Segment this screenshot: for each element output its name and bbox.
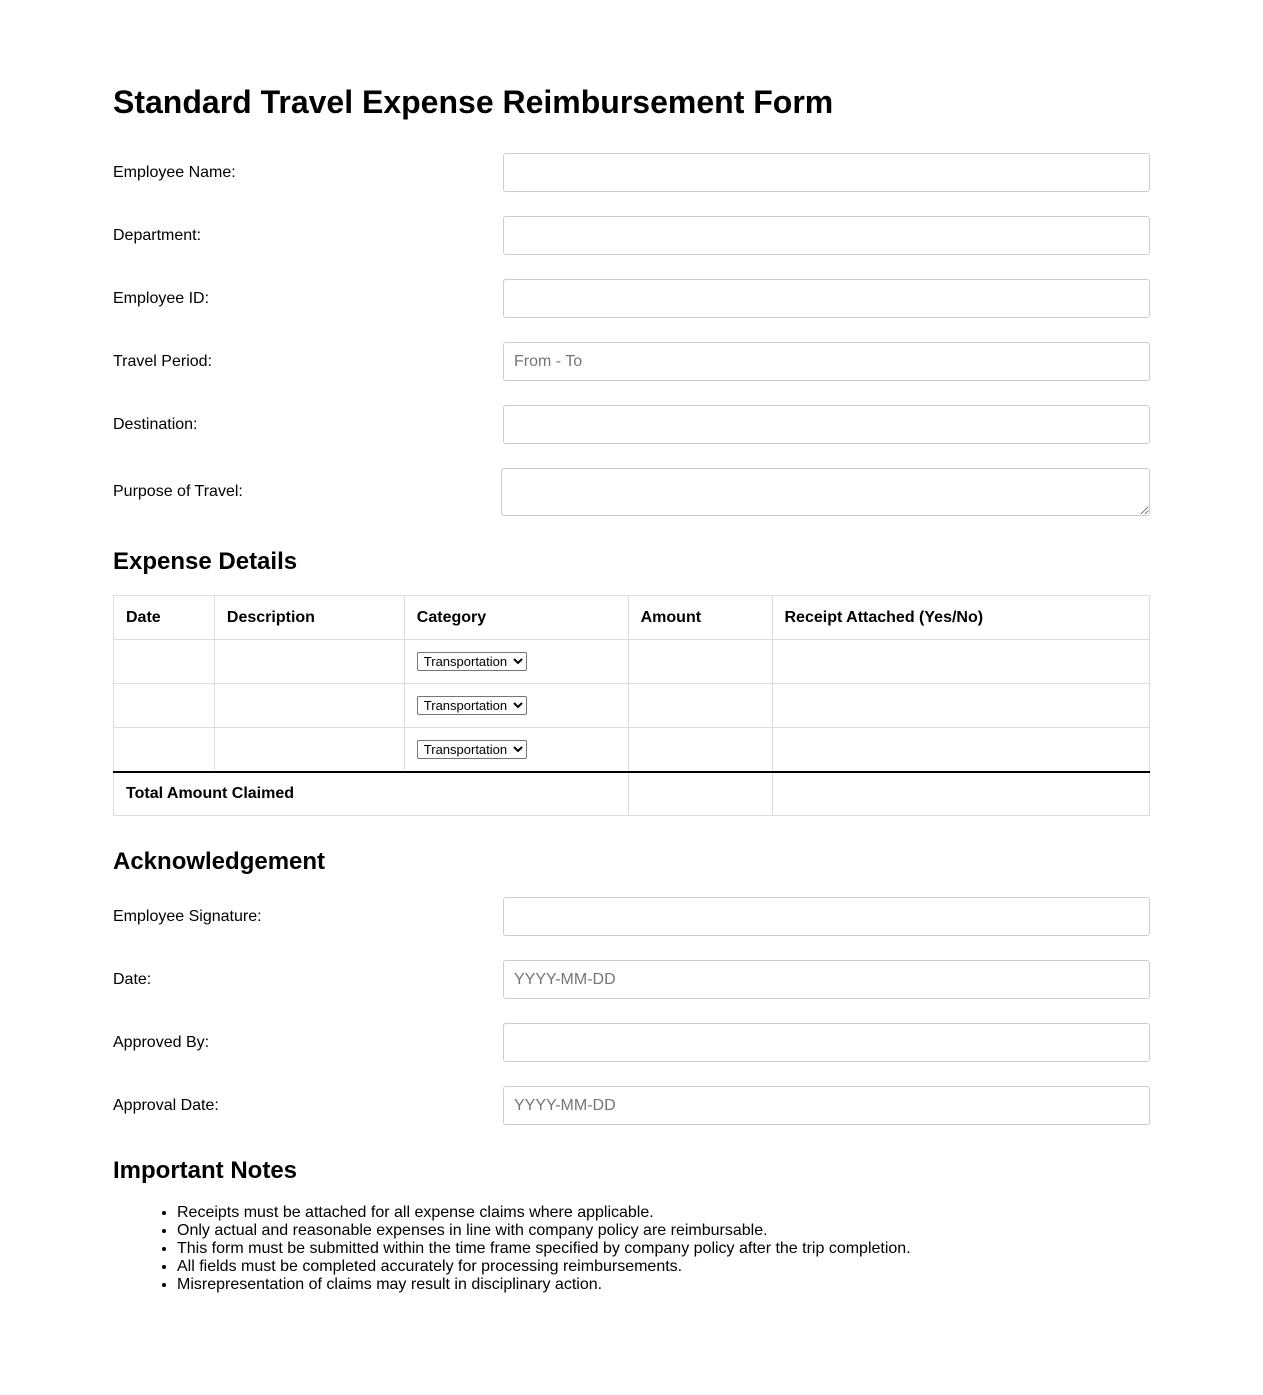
category-cell <box>404 728 628 772</box>
total-amount-cell[interactable] <box>628 772 772 816</box>
list-item: • Receipts must be attached for all expense claims where applicable. <box>177 1204 1150 1222</box>
employee-name-row <box>113 153 1150 192</box>
list-item: • This form must be submitted within the time frame specified by company policy after the trip completion. <box>177 1240 1150 1258</box>
page-title: Standard Travel Expense Reimbursement Form <box>113 84 834 120</box>
expense-details-heading: Expense Details <box>113 548 298 575</box>
purpose-row <box>113 468 1150 516</box>
approval-date-input[interactable] <box>503 1086 1150 1125</box>
table-row <box>114 728 1150 772</box>
list-item: • All fields must be completed accurately for processing reimbursements. <box>177 1258 1150 1276</box>
list-item: • Misrepresentation of claims may result in disciplinary action. <box>177 1276 1150 1294</box>
employee-signature-row <box>113 897 1150 936</box>
department-label: Department: <box>113 226 202 244</box>
employee-name-input[interactable] <box>503 153 1150 192</box>
notes-list <box>113 1204 1150 1294</box>
reimbursement-form <box>113 0 1150 1294</box>
category-cell <box>404 684 628 728</box>
destination-row <box>113 405 1150 444</box>
list-item: • Only actual and reasonable expenses in line with company policy are reimbursable. <box>177 1222 1150 1240</box>
purpose-textarea[interactable] <box>501 468 1150 516</box>
table-row <box>114 640 1150 684</box>
column-header-date: Date <box>114 596 215 640</box>
amount-cell[interactable] <box>628 684 772 728</box>
table-row <box>114 684 1150 728</box>
total-row <box>114 772 1150 816</box>
department-row <box>113 216 1150 255</box>
employee-id-row <box>113 279 1150 318</box>
category-cell <box>404 640 628 684</box>
destination-input[interactable] <box>503 405 1150 444</box>
employee-id-input[interactable] <box>503 279 1150 318</box>
approved-by-row <box>113 1023 1150 1062</box>
employee-signature-label: Employee Signature: <box>113 907 262 925</box>
category-select[interactable] <box>417 740 527 759</box>
important-notes-heading: Important Notes <box>113 1157 298 1184</box>
approval-date-row <box>113 1086 1150 1125</box>
description-cell[interactable] <box>214 684 404 728</box>
travel-period-label: Travel Period: <box>113 352 212 370</box>
approved-by-input[interactable] <box>503 1023 1150 1062</box>
expense-table <box>113 595 1150 816</box>
category-select[interactable] <box>417 652 527 671</box>
expense-table-header <box>114 596 1150 640</box>
signature-date-input[interactable] <box>503 960 1150 999</box>
total-receipt-cell <box>772 772 1150 816</box>
signature-date-row <box>113 960 1150 999</box>
column-header-amount: Amount <box>628 596 772 640</box>
amount-cell[interactable] <box>628 728 772 772</box>
category-select[interactable] <box>417 696 527 715</box>
department-input[interactable] <box>503 216 1150 255</box>
approved-by-label: Approved By: <box>113 1033 210 1051</box>
travel-period-input[interactable] <box>503 342 1150 381</box>
total-label: Total Amount Claimed <box>114 772 629 816</box>
acknowledgement-heading: Acknowledgement <box>113 848 326 875</box>
receipt-cell[interactable] <box>772 684 1150 728</box>
amount-cell[interactable] <box>628 640 772 684</box>
employee-signature-input[interactable] <box>503 897 1150 936</box>
column-header-receipt: Receipt Attached (Yes/No) <box>772 596 1150 640</box>
purpose-label: Purpose of Travel: <box>113 483 243 500</box>
receipt-cell[interactable] <box>772 640 1150 684</box>
employee-id-label: Employee ID: <box>113 289 210 307</box>
description-cell[interactable] <box>214 728 404 772</box>
date-cell[interactable] <box>114 640 215 684</box>
date-cell[interactable] <box>114 684 215 728</box>
travel-period-row <box>113 342 1150 381</box>
signature-date-label: Date: <box>113 970 152 988</box>
column-header-description: Description <box>214 596 404 640</box>
description-cell[interactable] <box>214 640 404 684</box>
date-cell[interactable] <box>114 728 215 772</box>
destination-label: Destination: <box>113 415 198 433</box>
employee-name-label: Employee Name: <box>113 163 236 181</box>
approval-date-label: Approval Date: <box>113 1096 219 1114</box>
column-header-category: Category <box>404 596 628 640</box>
receipt-cell[interactable] <box>772 728 1150 772</box>
